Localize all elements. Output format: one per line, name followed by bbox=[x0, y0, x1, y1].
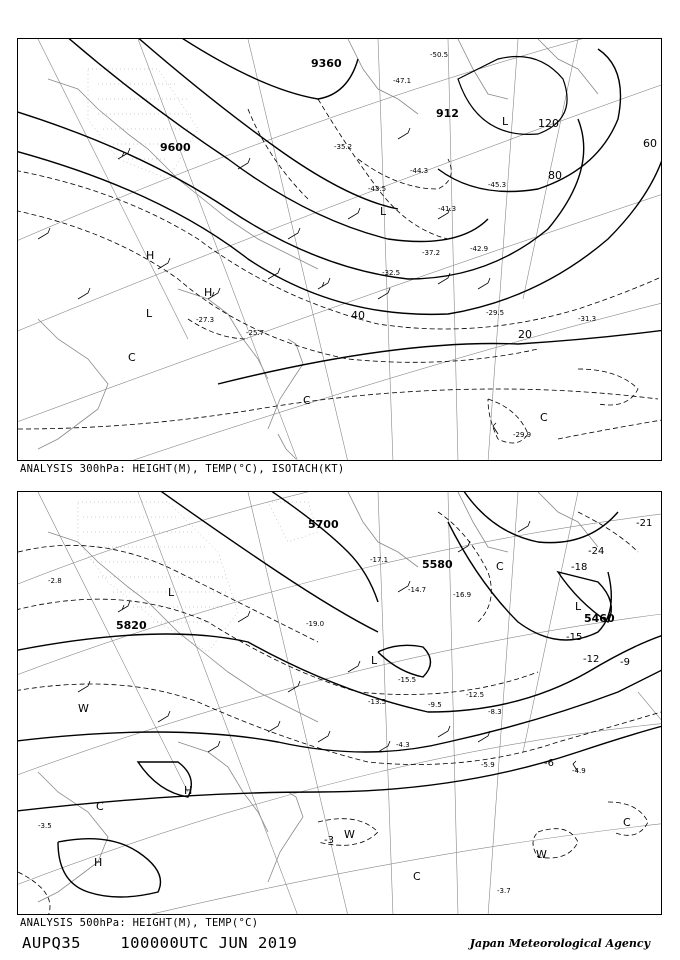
temp-label: -37.2 bbox=[422, 249, 441, 257]
map-300hpa bbox=[18, 39, 662, 461]
temp-label: -47.1 bbox=[393, 77, 412, 85]
height-label: 5580 bbox=[422, 558, 453, 571]
station-label: -16.9 bbox=[453, 591, 472, 599]
isotach-label: 20 bbox=[518, 328, 532, 341]
temp-label: -29.5 bbox=[486, 309, 505, 317]
temp-contours bbox=[18, 512, 662, 915]
temp-contour-label: -9 bbox=[620, 657, 630, 668]
isotach-label: 80 bbox=[548, 169, 562, 182]
temp-contour-label: -12 bbox=[583, 654, 600, 665]
height-label: 9600 bbox=[160, 141, 191, 154]
station-label: -3.7 bbox=[497, 887, 511, 895]
system-marker-cold: C bbox=[540, 411, 548, 424]
coastlines bbox=[38, 39, 598, 459]
temp-contour-label: -3 bbox=[324, 835, 334, 846]
system-marker-cold: C bbox=[128, 351, 136, 364]
station-label: -19.0 bbox=[306, 620, 325, 628]
temp-contour-label: -15 bbox=[566, 632, 583, 643]
temp-label: -25.7 bbox=[246, 329, 265, 337]
map-500hpa bbox=[18, 492, 662, 915]
chart-panel-500hpa bbox=[17, 491, 662, 915]
hatched-region bbox=[88, 69, 198, 179]
temp-label: -27.3 bbox=[196, 316, 215, 324]
system-marker-cold: C bbox=[303, 394, 311, 407]
temp-label: -42.9 bbox=[470, 245, 489, 253]
height-label: 5460 bbox=[584, 612, 615, 625]
wind-barbs bbox=[78, 521, 578, 772]
system-marker-high: H bbox=[94, 856, 103, 869]
height-label: 912 bbox=[436, 107, 459, 120]
temp-contour-label: -24 bbox=[588, 546, 605, 557]
temp-contour-labels bbox=[324, 518, 652, 846]
system-marker-cold: C bbox=[413, 870, 421, 883]
temp-label: -29.9 bbox=[513, 431, 532, 439]
height-contours bbox=[18, 39, 662, 384]
isotach-labels bbox=[351, 117, 657, 341]
system-marker-warm: W bbox=[536, 848, 547, 861]
chart-code: AUPQ35 bbox=[22, 934, 81, 952]
temp-label: -43.5 bbox=[368, 185, 387, 193]
coastlines bbox=[38, 492, 598, 902]
temp-label: -41.3 bbox=[438, 205, 457, 213]
system-marker-cold: C bbox=[623, 816, 631, 829]
graticule bbox=[18, 492, 662, 915]
agency-credit: Japan Meteorological Agency bbox=[469, 937, 650, 950]
isotach-label: 120 bbox=[538, 117, 559, 130]
station-label: -9.5 bbox=[428, 701, 442, 709]
pressure-systems bbox=[128, 115, 548, 424]
temp-label: -44.3 bbox=[410, 167, 429, 175]
station-label: -17.1 bbox=[370, 556, 389, 564]
temp-contour-label: -21 bbox=[636, 518, 653, 529]
station-label: -13.5 bbox=[368, 698, 387, 706]
system-marker-cold: C bbox=[496, 560, 504, 573]
height-label: 5700 bbox=[308, 518, 339, 531]
station-label: -5.9 bbox=[481, 761, 495, 769]
system-marker-high: H bbox=[204, 286, 213, 299]
temp-label: -35.2 bbox=[334, 143, 353, 151]
temp-label: -32.5 bbox=[382, 269, 401, 277]
isotach-label: 40 bbox=[351, 309, 365, 322]
system-marker-low: L bbox=[371, 654, 378, 667]
temp-label: -45.3 bbox=[488, 181, 507, 189]
system-marker-high: H bbox=[146, 249, 155, 262]
system-marker-warm: W bbox=[344, 828, 355, 841]
chart-panel-300hpa bbox=[17, 38, 662, 461]
system-marker-low: L bbox=[168, 586, 175, 599]
height-label: 9360 bbox=[311, 57, 342, 70]
wind-barbs bbox=[38, 128, 498, 434]
caption-500hpa: ANALYSIS 500hPa: HEIGHT(M), TEMP(°C) bbox=[20, 917, 259, 929]
station-label: -4.3 bbox=[396, 741, 410, 749]
station-label: -2.8 bbox=[48, 577, 62, 585]
hatched-region bbox=[78, 502, 318, 652]
station-label: -4.9 bbox=[572, 767, 586, 775]
system-marker-low: L bbox=[146, 307, 153, 320]
system-marker-high: H bbox=[184, 784, 193, 797]
station-label: -15.5 bbox=[398, 676, 417, 684]
system-marker-warm: W bbox=[78, 702, 89, 715]
chart-identifier bbox=[22, 934, 297, 952]
height-labels bbox=[160, 57, 459, 154]
temp-contour-label: -6 bbox=[544, 758, 554, 769]
temp-label: -50.5 bbox=[430, 51, 449, 59]
isotach-label: 60 bbox=[643, 137, 657, 150]
valid-time: 100000UTC JUN 2019 bbox=[120, 934, 298, 952]
system-marker-low: L bbox=[380, 205, 387, 218]
temp-contour-label: -18 bbox=[571, 562, 588, 573]
height-label: 5820 bbox=[116, 619, 147, 632]
pressure-systems bbox=[78, 560, 631, 883]
station-label: -8.3 bbox=[488, 708, 502, 716]
temp-labels bbox=[196, 51, 596, 439]
system-marker-cold: C bbox=[96, 800, 104, 813]
caption-300hpa: ANALYSIS 300hPa: HEIGHT(M), TEMP(°C), ISOTACH(KT) bbox=[20, 463, 345, 475]
system-marker-low: L bbox=[502, 115, 509, 128]
station-label: -12.5 bbox=[466, 691, 485, 699]
system-marker-low: L bbox=[575, 600, 582, 613]
temp-label: -31.3 bbox=[578, 315, 597, 323]
station-label: -3.5 bbox=[38, 822, 52, 830]
station-label: -14.7 bbox=[408, 586, 427, 594]
